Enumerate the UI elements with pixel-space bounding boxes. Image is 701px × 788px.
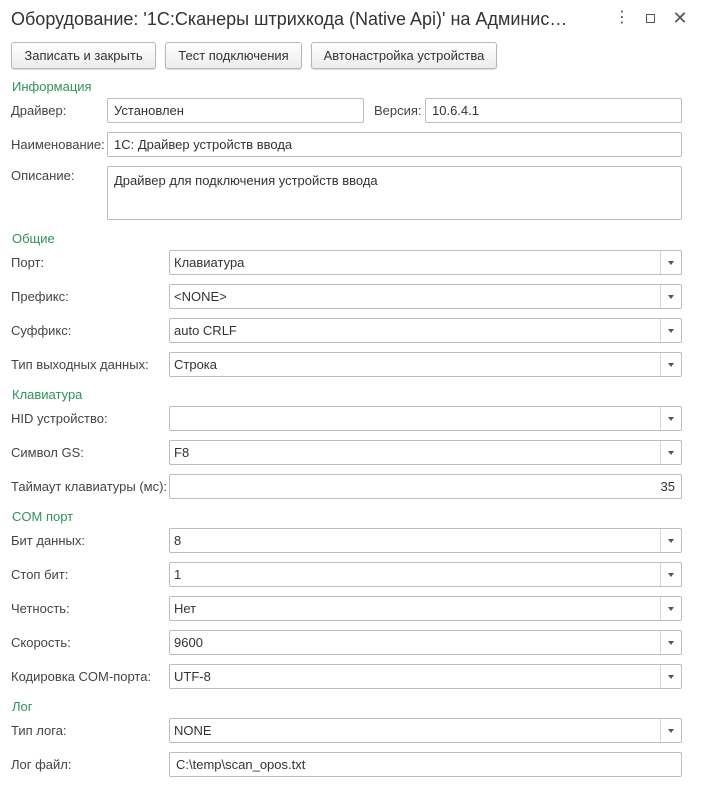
- gs-symbol-value: F8: [174, 445, 190, 460]
- suffix-label: Суффикс:: [11, 323, 72, 338]
- output-type-value: Строка: [174, 357, 218, 372]
- stop-bits-value: 1: [174, 567, 182, 582]
- com-encoding-value: UTF-8: [174, 669, 211, 684]
- chevron-down-icon[interactable]: [660, 665, 681, 688]
- port-select[interactable]: [169, 250, 682, 275]
- suffix-value: auto CRLF: [174, 323, 237, 338]
- speed-select[interactable]: [169, 630, 682, 655]
- section-com-port: COM порт: [12, 509, 74, 524]
- output-type-label: Тип выходных данных:: [11, 357, 149, 372]
- autosetup-device-button[interactable]: Автонастройка устройства: [311, 42, 497, 69]
- log-file-field[interactable]: C:\temp\scan_opos.txt: [169, 752, 682, 777]
- prefix-label: Префикс:: [11, 289, 69, 304]
- hid-device-label: HID устройство:: [11, 411, 108, 426]
- version-field[interactable]: 10.6.4.1: [425, 98, 682, 123]
- data-bits-label: Бит данных:: [11, 533, 85, 548]
- chevron-down-icon[interactable]: [660, 597, 681, 620]
- driver-label: Драйвер:: [11, 103, 67, 118]
- port-value: Клавиатура: [174, 255, 245, 270]
- name-field[interactable]: 1С: Драйвер устройств ввода: [107, 132, 682, 157]
- stop-bits-label: Стоп бит:: [11, 567, 69, 582]
- title-bar: [0, 0, 701, 38]
- version-label: Версия:: [374, 103, 422, 118]
- chevron-down-icon[interactable]: [660, 251, 681, 274]
- name-label: Наименование:: [11, 137, 105, 152]
- window-title: Оборудование: '1С:Сканеры штрихкода (Native Api)' на Админис…: [11, 9, 568, 29]
- test-connection-button[interactable]: Тест подключения: [165, 42, 302, 69]
- description-label: Описание:: [11, 168, 75, 183]
- com-encoding-select[interactable]: [169, 664, 682, 689]
- port-label: Порт:: [11, 255, 45, 270]
- log-type-label: Тип лога:: [11, 723, 67, 738]
- stop-bits-select[interactable]: [169, 562, 682, 587]
- com-encoding-label: Кодировка COM-порта:: [11, 669, 152, 684]
- prefix-select[interactable]: [169, 284, 682, 309]
- log-type-value: NONE: [174, 723, 212, 738]
- chevron-down-icon[interactable]: [660, 529, 681, 552]
- parity-select[interactable]: [169, 596, 682, 621]
- parity-value: Нет: [174, 601, 197, 616]
- chevron-down-icon[interactable]: [660, 631, 681, 654]
- chevron-down-icon[interactable]: [660, 441, 681, 464]
- more-menu-icon[interactable]: ⋮: [614, 9, 630, 26]
- chevron-down-icon[interactable]: [660, 285, 681, 308]
- chevron-down-icon[interactable]: [660, 563, 681, 586]
- save-and-close-button[interactable]: Записать и закрыть: [11, 42, 156, 69]
- chevron-down-icon[interactable]: [660, 407, 681, 430]
- suffix-select[interactable]: [169, 318, 682, 343]
- parity-label: Четность:: [11, 601, 70, 616]
- maximize-icon[interactable]: [640, 8, 660, 28]
- section-general: Общие: [12, 231, 55, 246]
- keyboard-timeout-label: Таймаут клавиатуры (мс):: [11, 479, 168, 494]
- section-log: Лог: [12, 699, 33, 714]
- data-bits-value: 8: [174, 533, 182, 548]
- prefix-value: <NONE>: [174, 289, 227, 304]
- speed-value: 9600: [174, 635, 203, 650]
- log-type-select[interactable]: [169, 718, 682, 743]
- log-file-label: Лог файл:: [11, 757, 72, 772]
- gs-symbol-select[interactable]: [169, 440, 682, 465]
- hid-device-select[interactable]: [169, 406, 682, 431]
- keyboard-timeout-field[interactable]: 35: [169, 474, 682, 499]
- speed-label: Скорость:: [11, 635, 71, 650]
- section-keyboard: Клавиатура: [12, 387, 83, 402]
- description-field[interactable]: Драйвер для подключения устройств ввода: [107, 166, 682, 220]
- data-bits-select[interactable]: [169, 528, 682, 553]
- gs-symbol-label: Символ GS:: [11, 445, 84, 460]
- chevron-down-icon[interactable]: [660, 719, 681, 742]
- chevron-down-icon[interactable]: [660, 319, 681, 342]
- output-type-select[interactable]: [169, 352, 682, 377]
- section-info: Информация: [12, 79, 92, 94]
- chevron-down-icon[interactable]: [660, 353, 681, 376]
- close-icon[interactable]: ✕: [672, 8, 688, 28]
- driver-field[interactable]: Установлен: [107, 98, 364, 123]
